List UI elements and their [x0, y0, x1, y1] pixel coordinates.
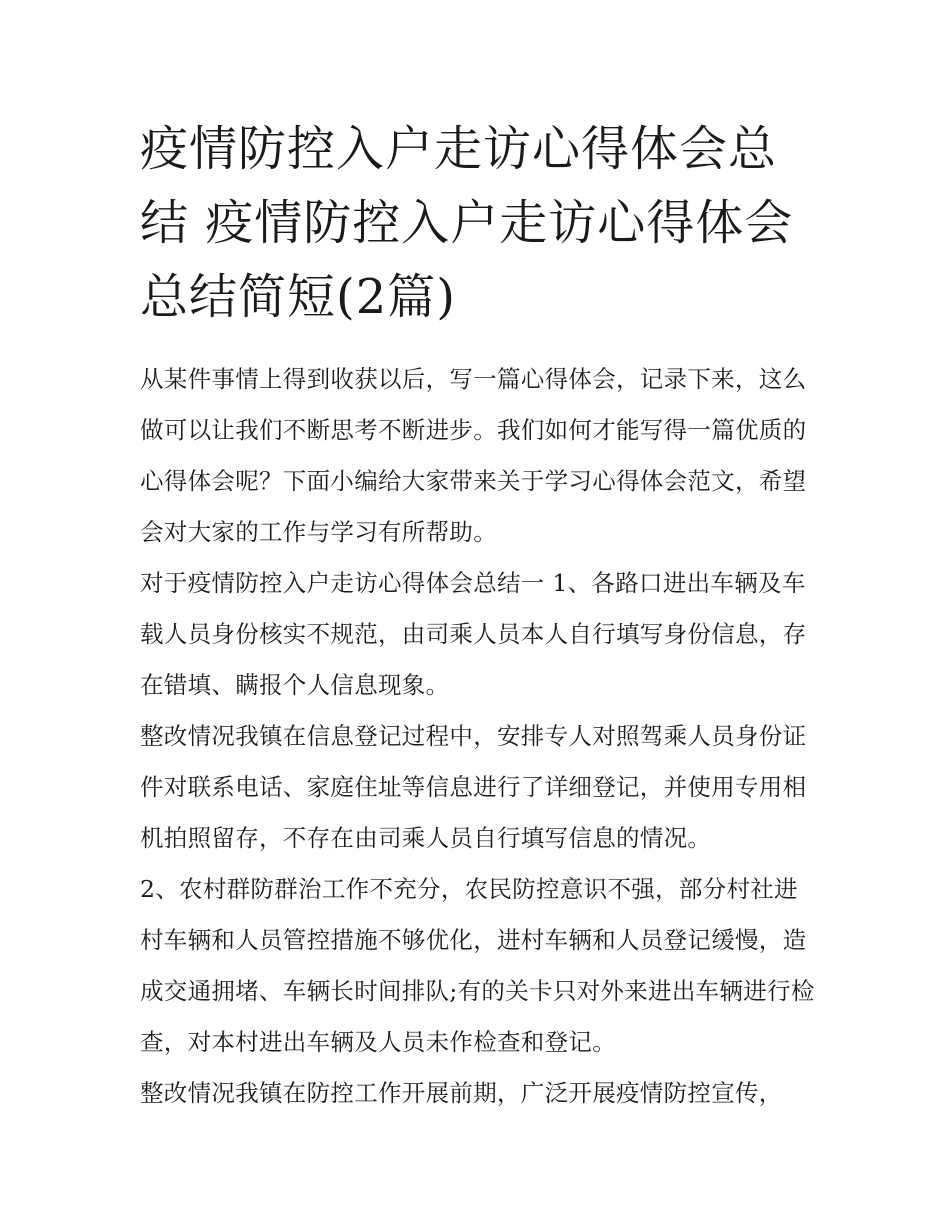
paragraph-issue-1: 对于疫情防控入户走访心得体会总结一 1、各路口进出车辆及车载人员身份核实不规范，由司乘人员本人自行填写身份信息，存在错填、瞒报个人信息现象。 — [140, 569, 807, 699]
paragraph-intro: 从某件事情上得到收获以后，写一篇心得体会，记录下来，这么做可以让我们不断思考不断进步。我们如何才能写得一篇优质的心得体会呢？下面小编给大家带来关于学习心得体会范文，希望会对大家的工作与学习有所帮助。 — [140, 365, 807, 546]
paragraph-rectification-2: 整改情况我镇在防控工作开展前期，广泛开展疫情防控宣传， — [140, 1079, 783, 1107]
paragraph-issue-2: 2、农村群防群治工作不充分，农民防控意识不强，部分村社进村车辆和人员管控措施不够优化，进村车辆和人员登记缓慢，造成交通拥堵、车辆长时间排队;有的关卡只对外来进出车辆进行检查，对本村进出车辆及人员未作检查和登记。 — [140, 875, 815, 1056]
paragraph-rectification-1: 整改情况我镇在信息登记过程中，安排专人对照驾乘人员身份证件对联系电话、家庭住址等信息进行了详细登记，并使用专用相机拍照留存，不存在由司乘人员自行填写信息的情况。 — [140, 722, 807, 852]
document-body — [140, 354, 816, 1119]
document-title: 疫情防控入户走访心得体会总结 疫情防控入户走访心得体会总结简短(2篇) — [140, 121, 794, 325]
